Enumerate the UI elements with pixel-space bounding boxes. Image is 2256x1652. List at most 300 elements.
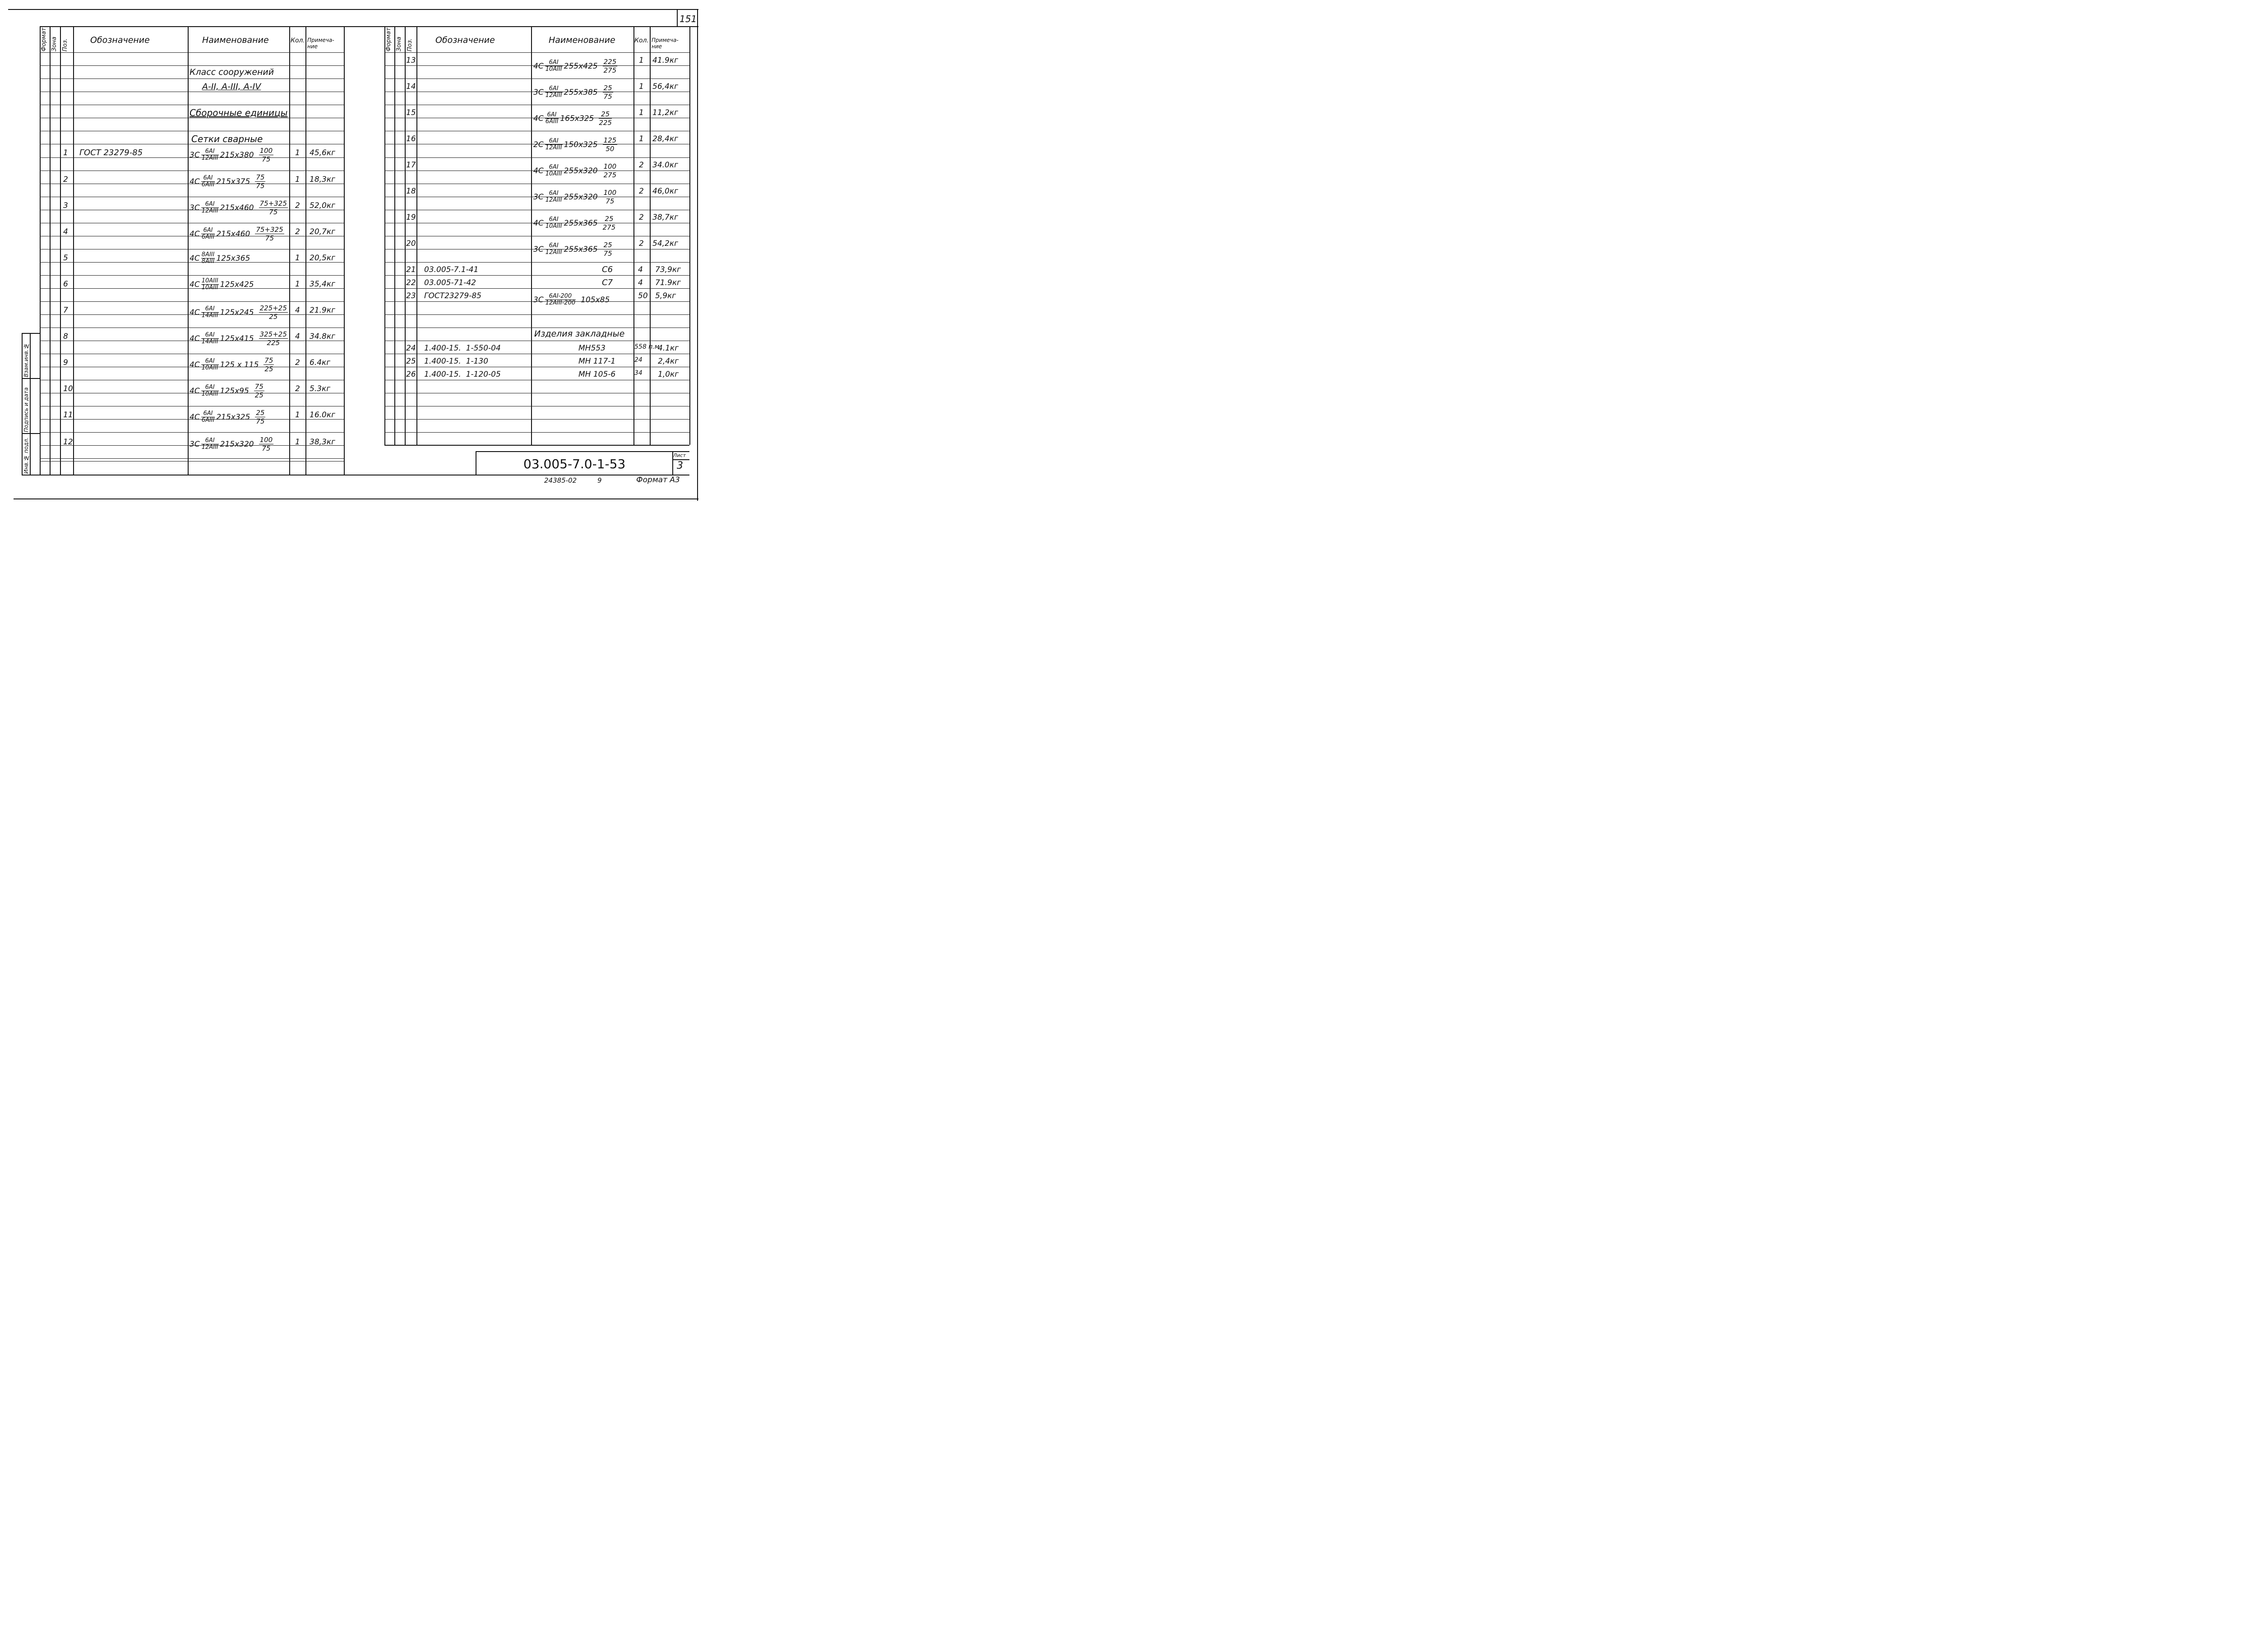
mesh-name bbox=[533, 136, 617, 153]
rebar-fraction bbox=[201, 438, 219, 451]
right-header-pos: Поз. bbox=[407, 38, 413, 51]
fraction-numerator: 6AI bbox=[201, 358, 219, 365]
spacing-fraction bbox=[603, 84, 613, 101]
right-header-designation: Обозначение bbox=[435, 35, 495, 45]
mass-note: 18,3кг bbox=[310, 175, 336, 184]
position-number: 6 bbox=[63, 280, 68, 289]
quantity: 558 п.м bbox=[634, 343, 660, 351]
right-row-line bbox=[384, 52, 689, 53]
left-col-line bbox=[50, 26, 51, 475]
mesh-size: 215x460 bbox=[220, 203, 254, 212]
position-number: 13 bbox=[406, 56, 416, 65]
fraction-numerator: 100 bbox=[259, 147, 273, 155]
fraction-numerator: 75+325 bbox=[259, 199, 287, 208]
mass-note: 73,9кг bbox=[655, 265, 681, 274]
fraction-denominator: 10AIII bbox=[545, 223, 562, 230]
right-header-note: Примеча-ние bbox=[652, 37, 679, 50]
fraction-numerator: 6AI bbox=[545, 217, 563, 223]
mesh-size: 125 x 115 bbox=[220, 360, 259, 369]
fraction-numerator: 100 bbox=[259, 436, 273, 444]
rebar-fraction bbox=[201, 175, 215, 188]
position-number: 7 bbox=[63, 306, 68, 315]
position-number: 10 bbox=[63, 384, 73, 393]
mesh-count: 4С bbox=[190, 386, 200, 396]
mesh-name bbox=[190, 199, 288, 216]
mesh-name bbox=[190, 330, 288, 347]
mesh-size: 215x380 bbox=[220, 150, 254, 160]
spacing-fraction bbox=[599, 110, 612, 127]
mesh-size: 255x365 bbox=[564, 218, 598, 228]
mesh-count: 3С bbox=[533, 245, 544, 254]
rebar-fraction bbox=[545, 164, 563, 177]
right-row-line bbox=[384, 78, 689, 79]
left-header-designation: Обозначение bbox=[90, 35, 150, 45]
fraction-denominator: 50 bbox=[606, 145, 615, 153]
fraction-denominator: 75 bbox=[606, 197, 615, 205]
fraction-denominator: 6AIII bbox=[201, 417, 215, 424]
document-code: 03.005-7.0-1-53 bbox=[523, 457, 626, 471]
mesh-size: 125x245 bbox=[220, 308, 254, 317]
fraction-numerator: 6AI-200 bbox=[545, 293, 576, 300]
fraction-numerator: 25 bbox=[256, 409, 265, 417]
rebar-fraction bbox=[545, 217, 563, 230]
right-row-line bbox=[384, 432, 689, 433]
position-number: 8 bbox=[63, 332, 68, 341]
quantity: 1 bbox=[639, 108, 644, 117]
quantity: 34 bbox=[634, 369, 643, 377]
mesh-count: 4С bbox=[533, 218, 544, 228]
fraction-denominator: 75 bbox=[256, 182, 265, 190]
mesh-count: 3С bbox=[533, 295, 544, 305]
fraction-numerator: 6AI bbox=[201, 201, 219, 208]
mass-note: 11,2кг bbox=[652, 108, 679, 117]
mesh-name bbox=[190, 278, 254, 291]
mesh-size: 125x95 bbox=[220, 386, 249, 396]
rebar-fraction bbox=[201, 411, 215, 424]
frame-left bbox=[22, 333, 23, 475]
mesh-name bbox=[190, 409, 265, 425]
fraction-numerator: 6AI bbox=[201, 175, 215, 182]
mesh-name bbox=[190, 304, 288, 321]
mesh-size: 125x365 bbox=[216, 254, 250, 263]
fraction-denominator: 10AIII bbox=[201, 365, 218, 371]
mass-note: 16.0кг bbox=[310, 411, 336, 420]
fraction-denominator: 75 bbox=[269, 208, 278, 216]
quantity: 4 bbox=[295, 306, 300, 315]
mass-note: 38,3кг bbox=[310, 438, 336, 447]
right-row-line bbox=[384, 262, 689, 263]
fraction-denominator: 275 bbox=[602, 223, 616, 231]
sheet-label: Лист bbox=[673, 452, 686, 458]
right-row-line bbox=[384, 288, 689, 289]
inv-label: Инв.№ подл. bbox=[23, 437, 29, 474]
mesh-size: 165x325 bbox=[560, 114, 594, 123]
position-number: 20 bbox=[406, 239, 416, 248]
fraction-numerator: 25 bbox=[603, 84, 612, 92]
quantity: 4 bbox=[295, 332, 300, 341]
fraction-numerator: 6AI bbox=[545, 86, 563, 92]
designation: 03.005-71-42 bbox=[424, 278, 476, 287]
mass-note: 54,2кг bbox=[652, 239, 679, 248]
welded-meshes-title: Сетки сварные bbox=[191, 134, 263, 144]
position-number: 18 bbox=[406, 187, 416, 196]
mesh-name bbox=[533, 84, 613, 101]
position-number: 9 bbox=[63, 358, 68, 367]
right-col-line bbox=[633, 26, 634, 445]
fraction-denominator: 75 bbox=[262, 155, 271, 163]
spacing-fraction bbox=[255, 226, 284, 242]
fraction-numerator: 10AIII bbox=[201, 277, 218, 284]
mass-note: 5,9кг bbox=[655, 291, 676, 300]
frame-right bbox=[697, 9, 698, 501]
title-block-top bbox=[476, 451, 689, 452]
mass-note: 20,5кг bbox=[310, 254, 336, 263]
mass-note: 28,4кг bbox=[652, 134, 679, 143]
mesh-size: 255x320 bbox=[564, 166, 598, 175]
right-header-qty: Кол. bbox=[634, 37, 649, 44]
quantity: 1 bbox=[295, 148, 300, 157]
quantity: 1 bbox=[295, 280, 300, 289]
fraction-denominator: 25 bbox=[254, 391, 264, 399]
fraction-denominator: 6AIII bbox=[545, 118, 559, 125]
mass-note: 4.1кг bbox=[658, 344, 679, 353]
designation: 1.400-15. 1-130 bbox=[424, 357, 489, 366]
position-number: 12 bbox=[63, 438, 73, 447]
fraction-numerator: 75 bbox=[264, 356, 273, 365]
mass-note: 45,6кг bbox=[310, 148, 336, 157]
fraction-denominator: 75 bbox=[603, 249, 612, 258]
mesh-size: 255x385 bbox=[564, 88, 598, 97]
spacing-fraction bbox=[603, 58, 618, 74]
mass-note: 71.9кг bbox=[655, 278, 681, 287]
fraction-denominator: 12AIII bbox=[545, 249, 562, 256]
mesh-count: 4С bbox=[190, 254, 200, 263]
bottom-border bbox=[14, 498, 698, 499]
mesh-count: 3С bbox=[533, 88, 544, 97]
mass-note: 35,4кг bbox=[310, 280, 336, 289]
position-number: 14 bbox=[406, 82, 416, 91]
sheet-number: 151 bbox=[680, 14, 697, 24]
fraction-denominator: 225 bbox=[267, 339, 280, 347]
mesh-count: 4С bbox=[190, 360, 200, 369]
mesh-name bbox=[190, 383, 264, 399]
fraction-numerator: 225+25 bbox=[259, 304, 287, 312]
right-table-bottom bbox=[384, 445, 689, 446]
right-row-line bbox=[384, 275, 689, 276]
fraction-denominator: 10AIII bbox=[545, 66, 562, 73]
mass-note: 21.9кг bbox=[310, 306, 336, 315]
fraction-numerator: 8AIII bbox=[201, 251, 215, 258]
right-row-line bbox=[384, 157, 689, 158]
product-name: С7 bbox=[602, 278, 613, 287]
mesh-count: 3С bbox=[190, 150, 200, 160]
mesh-count: 3С bbox=[190, 439, 200, 449]
fraction-denominator: 12AIII bbox=[545, 92, 562, 99]
quantity: 1 bbox=[295, 411, 300, 420]
rebar-fraction bbox=[201, 332, 219, 345]
spacing-fraction bbox=[259, 330, 288, 347]
right-col-line bbox=[689, 26, 690, 445]
fraction-denominator: 12AIII bbox=[545, 144, 562, 151]
product-name: С6 bbox=[602, 265, 613, 274]
copy-number: 9 bbox=[597, 476, 602, 485]
quantity: 4 bbox=[638, 265, 643, 274]
fraction-denominator: 225 bbox=[599, 119, 612, 127]
spacing-fraction bbox=[603, 241, 613, 258]
fraction-denominator: 12AIII bbox=[545, 197, 562, 203]
left-row-line bbox=[40, 275, 344, 276]
fraction-numerator: 25 bbox=[603, 241, 612, 249]
quantity: 2 bbox=[639, 187, 644, 196]
quantity: 4 bbox=[638, 278, 643, 287]
order-number: 24385-02 bbox=[544, 476, 577, 485]
quantity: 1 bbox=[639, 134, 644, 143]
left-row-line bbox=[40, 432, 344, 433]
replace-label: Взам.инв.№ bbox=[23, 343, 29, 377]
designation: 03.005-7.1-41 bbox=[424, 265, 479, 274]
quantity: 1 bbox=[639, 82, 644, 91]
rebar-fraction bbox=[545, 86, 563, 99]
left-header-qty: Кол. bbox=[291, 37, 305, 44]
fraction-denominator: 14AIII bbox=[201, 338, 218, 345]
left-col-line bbox=[73, 26, 74, 475]
fraction-numerator: 75+325 bbox=[256, 226, 283, 234]
left-row-line bbox=[40, 458, 344, 459]
fraction-numerator: 6AI bbox=[201, 332, 219, 339]
spacing-fraction bbox=[255, 409, 265, 425]
quantity: 1 bbox=[295, 254, 300, 263]
position-number: 23 bbox=[406, 291, 416, 300]
right-col-line bbox=[416, 26, 417, 445]
left-header-note: Примеча-ние bbox=[307, 37, 334, 50]
right-col-line bbox=[405, 26, 406, 445]
fraction-denominator: 25 bbox=[269, 313, 278, 321]
position-number: 24 bbox=[406, 344, 416, 353]
fraction-denominator: 6AIII bbox=[201, 234, 215, 240]
rebar-fraction bbox=[545, 293, 576, 306]
fraction-numerator: 6AI bbox=[545, 112, 559, 119]
left-row-line bbox=[40, 78, 344, 79]
quantity: 2 bbox=[639, 239, 644, 248]
quantity: 2 bbox=[295, 384, 300, 393]
left-col-line bbox=[289, 26, 290, 475]
mesh-size: 255x425 bbox=[564, 61, 598, 71]
mass-note: 34.0кг bbox=[652, 161, 679, 170]
side-stamp-line bbox=[30, 333, 31, 475]
designation: ГОСТ23279-85 bbox=[424, 291, 481, 300]
fraction-numerator: 225 bbox=[603, 58, 617, 66]
mesh-name bbox=[190, 252, 250, 265]
fraction-denominator: 75 bbox=[265, 234, 274, 242]
right-row-line bbox=[384, 314, 689, 315]
mass-note: 6.4кг bbox=[310, 358, 331, 367]
spacing-fraction bbox=[259, 304, 288, 321]
rebar-fraction bbox=[545, 112, 559, 125]
sign-label: Подпись и дата bbox=[23, 387, 29, 432]
mesh-count: 4С bbox=[190, 280, 200, 289]
sheet-value: 3 bbox=[677, 460, 683, 471]
quantity: 2 bbox=[295, 227, 300, 236]
mass-note: 5.3кг bbox=[310, 384, 331, 393]
designation: 1.400-15. 1-550-04 bbox=[424, 344, 501, 353]
right-row-line bbox=[384, 419, 689, 420]
left-header-name: Наименование bbox=[202, 35, 269, 45]
fraction-denominator: 8AIII bbox=[201, 258, 215, 265]
rebar-fraction bbox=[201, 148, 219, 162]
mesh-count: 4С bbox=[533, 166, 544, 175]
mesh-name bbox=[533, 110, 612, 127]
position-number: 3 bbox=[63, 201, 68, 210]
rebar-fraction bbox=[201, 227, 215, 240]
mass-note: 1,0кг bbox=[658, 370, 679, 379]
mesh-size: 215x375 bbox=[216, 177, 250, 186]
mesh-name bbox=[533, 189, 617, 205]
mass-note: 38,7кг bbox=[652, 213, 679, 222]
fraction-denominator: 75 bbox=[603, 92, 612, 101]
right-header-name: Наименование bbox=[549, 35, 615, 45]
mesh-name bbox=[533, 293, 610, 306]
fraction-numerator: 6AI bbox=[201, 227, 215, 234]
quantity: 2 bbox=[639, 213, 644, 222]
frame-top bbox=[40, 26, 698, 27]
position-number: 22 bbox=[406, 278, 416, 287]
rebar-fraction bbox=[201, 252, 215, 265]
fraction-numerator: 25 bbox=[599, 110, 612, 119]
rebar-fraction bbox=[201, 201, 219, 214]
fraction-numerator: 6AI bbox=[201, 306, 219, 313]
rebar-fraction bbox=[545, 243, 563, 256]
mesh-count: 2С bbox=[533, 140, 544, 149]
mesh-size: 125x425 bbox=[220, 280, 254, 289]
position-number: 11 bbox=[63, 411, 73, 420]
left-header-format: Формат bbox=[41, 28, 47, 51]
mass-note: 46,0кг bbox=[652, 187, 679, 196]
spacing-fraction bbox=[603, 215, 616, 231]
rebar-fraction bbox=[201, 306, 219, 319]
fraction-denominator: 6AIII bbox=[201, 181, 215, 188]
assembly-units-title: Сборочные единицы bbox=[190, 107, 288, 118]
fraction-numerator: 75 bbox=[254, 383, 264, 391]
quantity: 24 bbox=[634, 356, 643, 364]
position-number: 26 bbox=[406, 370, 416, 379]
mass-note: 34.8кг bbox=[310, 332, 336, 341]
fraction-numerator: 6AI bbox=[545, 60, 563, 66]
rebar-fraction bbox=[545, 60, 563, 73]
rebar-fraction bbox=[545, 138, 563, 151]
class-values: А-II, А-III, А-IV bbox=[202, 82, 261, 92]
spacing-fraction bbox=[259, 199, 288, 216]
left-header-zone: Зона bbox=[51, 37, 58, 51]
fraction-numerator: 325+25 bbox=[259, 330, 287, 338]
fraction-numerator: 6AI bbox=[201, 148, 219, 155]
left-col-line bbox=[40, 26, 41, 475]
mesh-count: 4С bbox=[533, 114, 544, 123]
mass-note: 52,0кг bbox=[310, 201, 336, 210]
quantity: 2 bbox=[295, 358, 300, 367]
fraction-denominator: 10AIII bbox=[545, 171, 562, 177]
fraction-numerator: 6AI bbox=[545, 190, 563, 197]
format-label: Формат А3 bbox=[636, 475, 680, 485]
fraction-denominator: 12AIII bbox=[201, 444, 218, 451]
left-row-line bbox=[40, 65, 344, 66]
spacing-fraction bbox=[603, 136, 618, 153]
right-col-line bbox=[531, 26, 532, 445]
fraction-numerator: 75 bbox=[256, 173, 265, 181]
mesh-size: 125x415 bbox=[220, 334, 254, 343]
mesh-name bbox=[190, 226, 284, 242]
rebar-fraction bbox=[201, 384, 219, 397]
spacing-fraction bbox=[603, 162, 618, 179]
quantity: 50 bbox=[638, 291, 648, 300]
fraction-numerator: 25 bbox=[603, 215, 616, 223]
quantity: 2 bbox=[639, 161, 644, 170]
mesh-name bbox=[190, 356, 274, 373]
mesh-count: 4С bbox=[190, 308, 200, 317]
position-number: 21 bbox=[406, 265, 416, 274]
mesh-count: 4С bbox=[190, 229, 200, 239]
mesh-name bbox=[190, 436, 273, 452]
spacing-fraction bbox=[259, 147, 274, 163]
mesh-name bbox=[533, 215, 615, 231]
fraction-numerator: 6AI bbox=[201, 438, 219, 444]
rebar-fraction bbox=[201, 278, 219, 291]
sheet-number-divider bbox=[677, 10, 678, 26]
fraction-denominator: 10AIII bbox=[201, 284, 218, 291]
mass-note: 20,7кг bbox=[310, 227, 336, 236]
spacing-fraction bbox=[259, 436, 274, 452]
fraction-denominator: 12AIII bbox=[201, 208, 218, 214]
right-header-zone: Зона bbox=[396, 37, 402, 51]
product-name: МН553 bbox=[578, 344, 606, 353]
mesh-size: 215x460 bbox=[216, 229, 250, 239]
fraction-denominator: 12AIII-200 bbox=[545, 300, 576, 306]
right-col-line bbox=[384, 26, 385, 445]
class-title: Класс сооружений bbox=[190, 67, 274, 77]
product-name: МН 117-1 bbox=[578, 357, 616, 366]
product-name: МН 105-6 bbox=[578, 370, 616, 379]
rebar-fraction bbox=[545, 190, 563, 203]
mesh-size: 215x320 bbox=[220, 439, 254, 449]
mesh-count: 4С bbox=[190, 334, 200, 343]
left-col-line bbox=[60, 26, 61, 475]
spacing-fraction bbox=[603, 189, 618, 205]
position-number: 4 bbox=[63, 227, 68, 236]
mesh-count: 4С bbox=[190, 177, 200, 186]
position-number: 17 bbox=[406, 161, 416, 170]
mass-note: 41.9кг bbox=[652, 56, 679, 65]
fraction-numerator: 6AI bbox=[201, 411, 215, 417]
spacing-fraction bbox=[254, 383, 264, 399]
position-number: 15 bbox=[406, 108, 416, 117]
spacing-fraction bbox=[255, 173, 265, 190]
quantity: 1 bbox=[295, 438, 300, 447]
left-header-pos: Поз. bbox=[62, 38, 69, 51]
position-number: 2 bbox=[63, 175, 68, 184]
left-col-line bbox=[305, 26, 306, 475]
mesh-name bbox=[190, 147, 273, 163]
position-number: 19 bbox=[406, 213, 416, 222]
mesh-size: 255x365 bbox=[564, 245, 598, 254]
fraction-denominator: 275 bbox=[603, 171, 617, 179]
mesh-size: 255x320 bbox=[564, 192, 598, 202]
left-row-line bbox=[40, 52, 344, 53]
fraction-denominator: 10AIII bbox=[201, 391, 218, 397]
mesh-name bbox=[190, 173, 265, 190]
fraction-numerator: 100 bbox=[603, 189, 617, 197]
quantity: 1 bbox=[295, 175, 300, 184]
fraction-denominator: 75 bbox=[262, 444, 271, 452]
top-border bbox=[8, 9, 698, 10]
